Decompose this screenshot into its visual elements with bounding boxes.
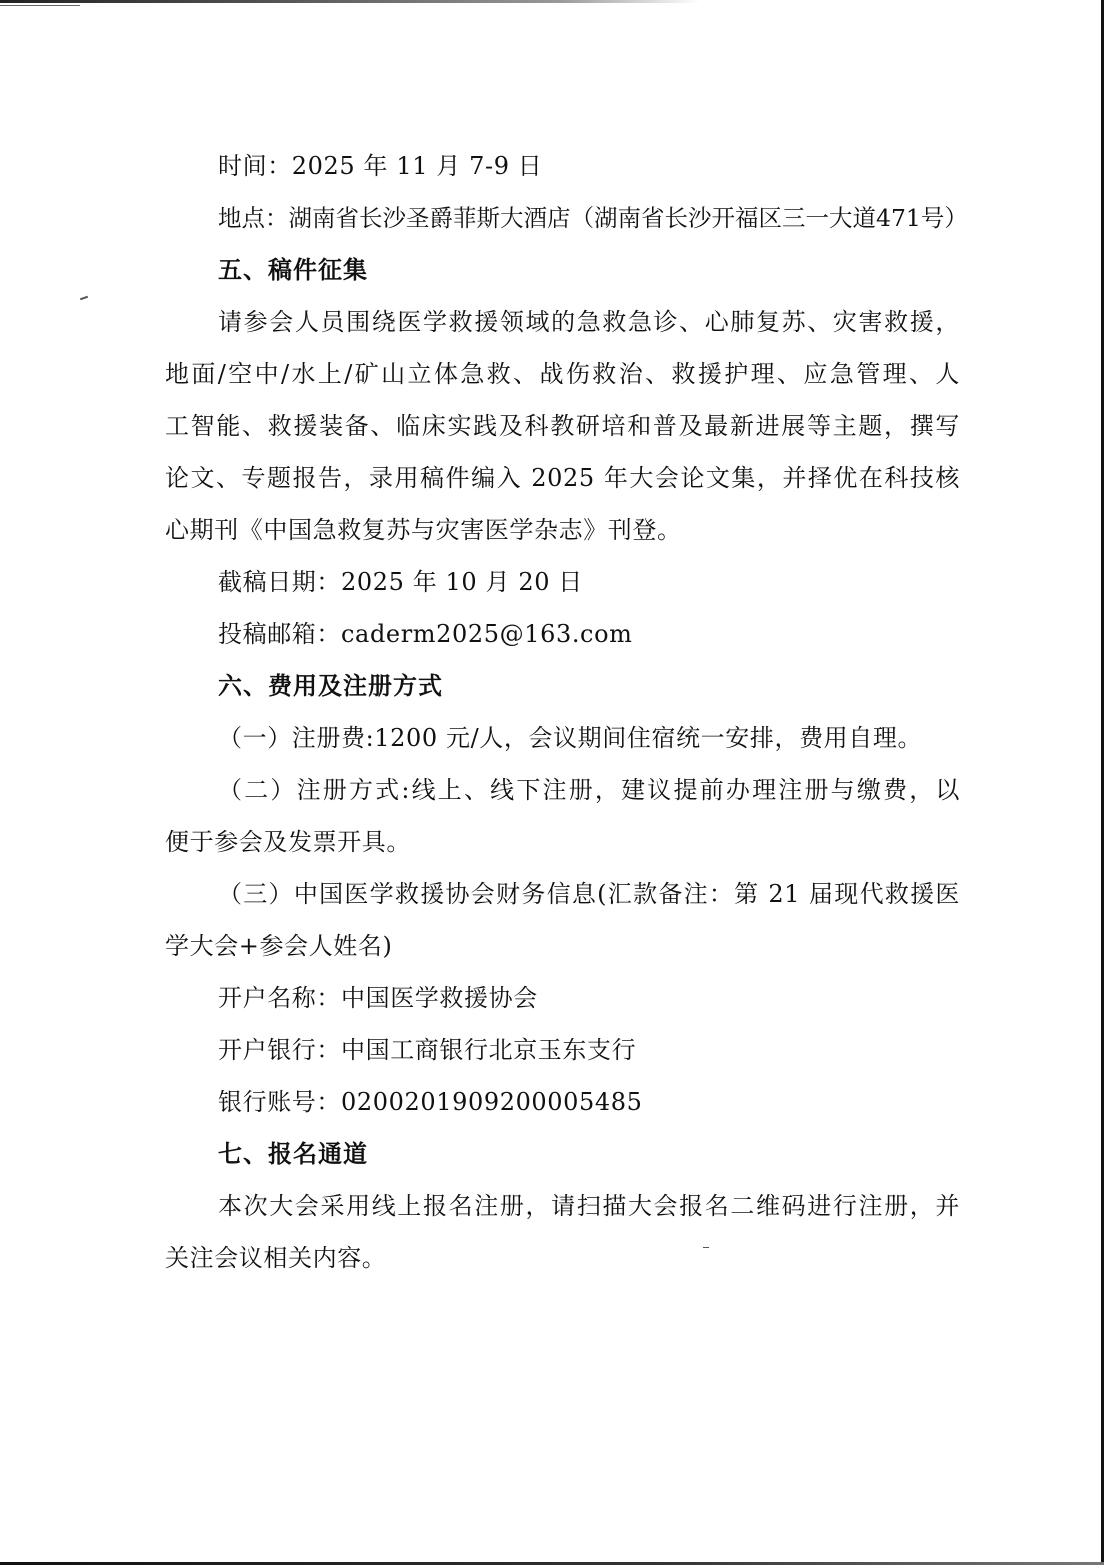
call-for-papers-line-3: 工智能、救援装备、临床实践及科教研培和普及最新进展等主题，撰写 xyxy=(165,412,960,440)
call-for-papers-line-2: 地面/空中/水上/矿山立体急救、战伤救治、救援护理、应急管理、人 xyxy=(165,360,960,388)
call-for-papers-line-5: 心期刊《中国急救复苏与灾害医学杂志》刊登。 xyxy=(165,516,682,544)
section-7-heading: 七、报名通道 xyxy=(218,1140,368,1168)
scan-border-top-mark xyxy=(0,5,80,6)
submission-email: 投稿邮箱：caderm2025@163.com xyxy=(218,620,633,648)
registration-method-line-2: 便于参会及发票开具。 xyxy=(165,828,411,856)
registration-channel-line-2: 关注会议相关内容。 xyxy=(165,1244,387,1272)
call-for-papers-line-1: 请参会人员围绕医学救援领域的急救急诊、心肺复苏、灾害救援， xyxy=(218,308,960,336)
account-name: 开户名称：中国医学救援协会 xyxy=(218,984,538,1012)
scan-speck xyxy=(80,296,88,301)
meeting-time: 时间：2025 年 11 月 7-9 日 xyxy=(218,152,543,180)
section-5-heading: 五、稿件征集 xyxy=(218,256,368,284)
bank-name: 开户银行：中国工商银行北京玉东支行 xyxy=(218,1036,637,1064)
section-6-heading: 六、费用及注册方式 xyxy=(218,672,443,700)
scan-border-top xyxy=(0,0,700,3)
meeting-venue: 地点：湖南省长沙圣爵菲斯大酒店（湖南省长沙开福区三一大道471号） xyxy=(218,204,968,232)
registration-fee: （一）注册费:1200 元/人，会议期间住宿统一安排，费用自理。 xyxy=(218,724,923,752)
account-number: 银行账号：0200201909200005485 xyxy=(218,1088,643,1116)
submission-deadline: 截稿日期：2025 年 10 月 20 日 xyxy=(218,568,583,596)
registration-method-line-1: （二）注册方式:线上、线下注册，建议提前办理注册与缴费，以 xyxy=(218,776,960,804)
call-for-papers-line-4: 论文、专题报告，录用稿件编入 2025 年大会论文集，并择优在科技核 xyxy=(165,464,960,492)
financial-info-line-2: 学大会+参会人姓名) xyxy=(165,932,393,960)
financial-info-line-1: （三）中国医学救援协会财务信息(汇款备注：第 21 届现代救援医 xyxy=(218,880,960,908)
registration-channel-line-1: 本次大会采用线上报名注册，请扫描大会报名二维码进行注册，并 xyxy=(218,1192,960,1220)
